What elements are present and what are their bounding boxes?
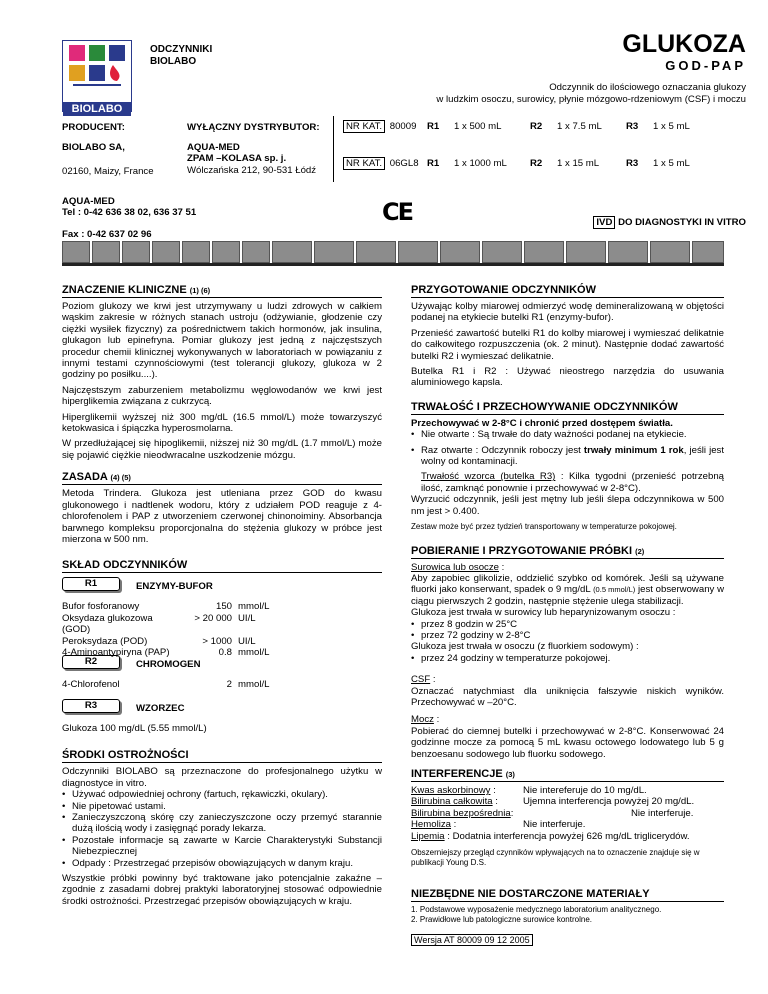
section-title: TRWAŁOŚĆ I PRZECHOWYWANIE ODCZYNNIKÓW	[411, 400, 678, 413]
paragraph: Najczęstszym zaburzeniem metabolizmu węglowodanów we krwi jest hiperglikemia związana z cukrzycą.	[62, 384, 382, 408]
paragraph: Pobierać do ciemnej butelki i przechowywać w 2-8°C. Konserwować 24 godzinne mocze za pomocą 5 mL kwasu octowego lodowatego lub 5 g benzoesanu sodowego lub fluorku sodowego.	[411, 725, 724, 760]
paragraph: Oznaczać natychmiast dla uniknięcia fałszywie niskich wyników. Przechowywać w –20°C.	[411, 685, 724, 708]
biolabo-logo	[62, 40, 132, 115]
product-title: GLUKOZA	[622, 30, 746, 58]
section-rule	[62, 484, 382, 485]
reagent-name-r3: WZORZEC	[136, 703, 185, 715]
reagent-label-r1: R1	[62, 577, 120, 591]
subheading: CSF :	[411, 674, 436, 686]
section-rule	[62, 762, 382, 763]
subheading: Surowica lub osocze :	[411, 561, 505, 573]
table-row: Hemoliza : Nie interferuje.	[411, 819, 586, 831]
reagent-r2-volume: 1 x 7.5 mL	[557, 121, 602, 132]
producer-address: 02160, Maizy, France	[62, 166, 154, 177]
reagent-name-r1: ENZYMY-BUFOR	[136, 581, 213, 593]
section-rule	[62, 297, 382, 298]
distributor-label: WYŁĄCZNY DYSTRYBUTOR:	[187, 122, 320, 133]
reagent-r3: R3	[626, 158, 639, 169]
table-row: Bilirubina bezpośrednia: Nie interferuje.	[411, 807, 694, 819]
paragraph: Przenieść zawartość butelki R1 do kolby miarowej i wymieszać delikatnie do całkowitego rozpuszczenia (ok. 2 minut). Następnie dodać zawartość butelki R2 i wymieszać delikatnie.	[411, 327, 724, 362]
list-item: • Raz otwarte : Odczynnik roboczy jest trwały minimum 1 rok, jeśli jest wolny od kontaminacji.	[411, 445, 724, 468]
reagent-r1-volume: 1 x 500 mL	[454, 121, 502, 132]
list-item: • Nie pipetować ustami.	[62, 801, 382, 812]
paragraph: Butelka R1 i R2 : Używać nieostrego narzędzia do usuwania aluminiowego kapsla.	[411, 366, 724, 389]
list-item: • Zanieczyszczoną skórę czy zanieczyszczone oczy przemyć starannie dużą ilością wody i zasięgnąć porady lekarza.	[62, 812, 382, 835]
section-title: NIEZBĘDNE NIE DOSTARCZONE MATERIAŁY	[411, 887, 650, 900]
paragraph: Glukoza jest trwała w osoczu (z fluorkiem sodowym) :	[411, 641, 639, 653]
section-title: INTERFERENCJE (3)	[411, 768, 515, 780]
table-row: Oksydaza glukozowa (GOD) > 20 000 UI/L	[62, 612, 256, 636]
catalog-code: 06GL8	[389, 158, 419, 169]
brand-line1: ODCZYNNIKI	[150, 44, 213, 55]
ivd-text: DO DIAGNOSTYKI IN VITRO	[618, 217, 746, 228]
section-rule	[62, 572, 382, 573]
right-column	[411, 284, 724, 945]
section-rule	[411, 781, 724, 782]
table-row: Bilirubina całkowita : Ujemna interferencja powyżej 20 mg/dL.	[411, 796, 695, 808]
contact-name: AQUA-MED	[62, 196, 115, 207]
list-item: • przez 8 godzin w 25°C	[411, 619, 724, 630]
paragraph: Metoda Trindera. Glukoza jest utleniana przez GOD do kwasu glukonowego i nadtlenek wodoru, który z udziałem POD reaguje z 4-chlorofenolem i PAP z utworzeniem czerwonej chinonoiminy. Absorbancja barwnego kompleksu proporcjonalna do stężenia glukozy w próbce jest mierzona w 500 nm.	[62, 488, 382, 545]
section-title: PRZYGOTOWANIE ODCZYNNIKÓW	[411, 284, 596, 296]
table-row: 4-Aminoantypiryna (PAP) 0.8 mmol/L	[62, 646, 270, 658]
product-subtitle: GOD-PAP	[665, 58, 746, 73]
table-row: Bufor fosforanowy 150 mmol/L	[62, 601, 270, 613]
reagent-r3-volume: 1 x 5 mL	[653, 158, 690, 169]
catalog-row	[343, 121, 723, 132]
paragraph: Wszystkie próbki powinny być traktowane jako potencjalnie zakaźne – zgodnie z zasadami dobrej praktyki laboratoryjnej stosować odpowiednie środki ostrożności. Przestrzegać przepisów obowiązujących w kraju.	[62, 872, 382, 907]
section-title: ZASADA (4) (5)	[62, 471, 131, 484]
reagent-r1: R1	[427, 158, 440, 169]
list-item: 2. Prawidłowe lub patologiczne surowice kontrolne.	[411, 914, 592, 924]
list-item: • Pozostałe informacje są zawarte w Karcie Charakterystyki Substancji Niebezpiecznej	[62, 835, 382, 858]
paragraph: Trwałość wzorca (butelka R3) : Kilka tygodni (przenieść potrzebną ilość, zamknąć ponownie i przechowywać w 2-8°C).	[421, 471, 725, 494]
paragraph: Aby zapobiec glikolizie, oddzielić szybko od komórek. Jeśli są używane fluorki jako konserwant, spadek o 9 mg/dL (0.5 mmol/L) jest obserwowany w ciągu pierwszych 2 godzin, następnie stężenie ulega stabilizacji.	[411, 572, 725, 607]
producer-name: BIOLABO SA,	[62, 142, 125, 153]
contact-fax: Fax : 0-42 637 02 96	[62, 228, 152, 240]
logo-text: BIOLABO	[63, 102, 131, 116]
distributor-address: Wólczańska 212, 90-531 Łódź	[187, 164, 317, 176]
paragraph: W przedłużającej się hipoglikemii, niższej niż 30 mg/dL (1.7 mmol/L) może się pojawić ciężkie nieodwracalne uszkodzenie mózgu.	[62, 438, 382, 461]
section-title: SKŁAD ODCZYNNIKÓW	[62, 559, 188, 572]
subheading: Mocz :	[411, 714, 440, 726]
distributor-name2: ZPAM –KOLASA sp. j.	[187, 153, 287, 165]
left-column	[62, 284, 382, 911]
list-item: 1. Podstawowe wyposażenie medycznego laboratorium analitycznego.	[411, 904, 662, 914]
description-line1: Odczynnik do ilościowego oznaczania glukozy	[549, 82, 746, 93]
catalog-label: NR KAT.	[343, 157, 385, 170]
standard-concentration: Glukoza 100 mg/dL (5.55 mmol/L)	[62, 723, 207, 735]
table-row: Kwas askorbinowy : Nie intereferuje do 10 mg/dL.	[411, 785, 647, 796]
paragraph: Wyrzucić odczynnik, jeśli jest mętny lub jeśli ślepa odczynnikowa w 500 nm jest > 0.400.	[411, 494, 724, 517]
version-label: Wersja AT 80009 09 12 2005	[411, 935, 724, 945]
ivd-badge: IVD	[593, 216, 615, 229]
list-item: • przez 24 godziny w temperaturze pokojowej.	[411, 653, 724, 664]
section-title: POBIERANIE I PRZYGOTOWANIE PRÓBKI (2)	[411, 544, 645, 557]
reagent-r2: R2	[530, 121, 543, 132]
reagent-r2-volume: 1 x 15 mL	[557, 158, 600, 169]
ce-mark-icon: CE	[382, 198, 413, 226]
section-rule	[411, 414, 724, 415]
table-row: Lipemia : Dodatnia interferencja powyżej 626 mg/dL triglicerydów.	[411, 830, 690, 842]
logo-graphic-icon	[63, 41, 131, 97]
distributor-name1: AQUA-MED	[187, 142, 240, 153]
reagent-r3: R3	[626, 121, 639, 132]
paragraph: Poziom glukozy we krwi jest utrzymywany u ludzi zdrowych w całkiem wąskim zakresie w różnych stanach ustroju (odżywianie, głodzenie czy ciężki wysiłek fizyczny) za pośrednictwem takich hormonów, jak insulina, glukagon lub epinefryna. Pomiar glukozy jest jedną z najczęstszych procedur chemii klinicznej wykonywanych w laboratoriach w powiązaniu z innymi testami czynnościowymi (test tolerancji glukozy, glukoza w 2 godziny po posiłku....).	[62, 301, 382, 381]
catalog-row	[343, 158, 723, 169]
paragraph: Hiperglikemii wyższej niż 300 mg/dL (16.5 mmol/L) może towarzyszyć ketokwasica i śpiączka hyperosmolarna.	[62, 411, 382, 435]
catalog-code: 80009	[389, 121, 417, 132]
paragraph: Glukoza jest trwała w surowicy lub heparynizowanym osoczu :	[411, 607, 676, 619]
contact-tel: Tel : 0-42 636 38 02, 636 37 51	[62, 207, 197, 219]
list-item: • Używać odpowiedniej ochrony (fartuch, rękawiczki, okulary).	[62, 789, 382, 800]
paragraph: Używając kolby miarowej odmierzyć wodę demineralizowaną w objętości podanej na etykiecie butelki R1 (enzymy-bufor).	[411, 301, 724, 324]
table-row: 4-Chlorofenol 2 mmol/L	[62, 679, 270, 691]
reagent-r3-volume: 1 x 5 mL	[653, 121, 690, 132]
catalog-label: NR KAT.	[343, 120, 385, 133]
section-rule	[411, 558, 724, 559]
table-row: Peroksydaza (POD) > 1000 UI/L	[62, 635, 256, 647]
note: Obszerniejszy przegląd czynników wpływających na to oznaczenie znajduje się w publikacji Young D.S.	[411, 847, 700, 867]
reagent-name-r2: CHROMOGEN	[136, 659, 201, 671]
storage-instruction: Przechowywać w 2-8°C i chronić przed dostępem światła.	[411, 417, 673, 429]
catalog-divider	[333, 116, 334, 182]
section-rule	[411, 297, 724, 298]
list-item: • przez 72 godziny w 2-8°C	[411, 630, 724, 641]
reagent-r1: R1	[427, 121, 440, 132]
section-title: ZNACZENIE KLINICZNE (1) (6)	[62, 284, 211, 296]
reagent-label-r3: R3	[62, 699, 120, 713]
reagent-r1-volume: 1 x 1000 mL	[454, 158, 507, 169]
list-item: • Nie otwarte : Są trwałe do daty ważności podanej na etykiecie.	[411, 429, 724, 440]
paragraph: Odczynniki BIOLABO są przeznaczone do profesjonalnego użytku w diagnostyce in vitro.	[62, 766, 382, 789]
reagent-label-r2: R2	[62, 655, 120, 669]
reagent-r2: R2	[530, 158, 543, 169]
note: Zestaw może być przez tydzień transportowany w temperaturze pokojowej.	[411, 522, 677, 532]
brand-line2: BIOLABO	[150, 56, 197, 67]
list-item: • Odpady : Przestrzegać przepisów obowiązujących w danym kraju.	[62, 858, 382, 869]
section-title: ŚRODKI OSTROŻNOŚCI	[62, 749, 189, 762]
producer-label: PRODUCENT:	[62, 122, 125, 133]
description-line2: w ludzkim osoczu, surowicy, płynie mózgowo-rdzeniowym (CSF) i moczu	[436, 94, 746, 105]
section-rule	[411, 901, 724, 902]
